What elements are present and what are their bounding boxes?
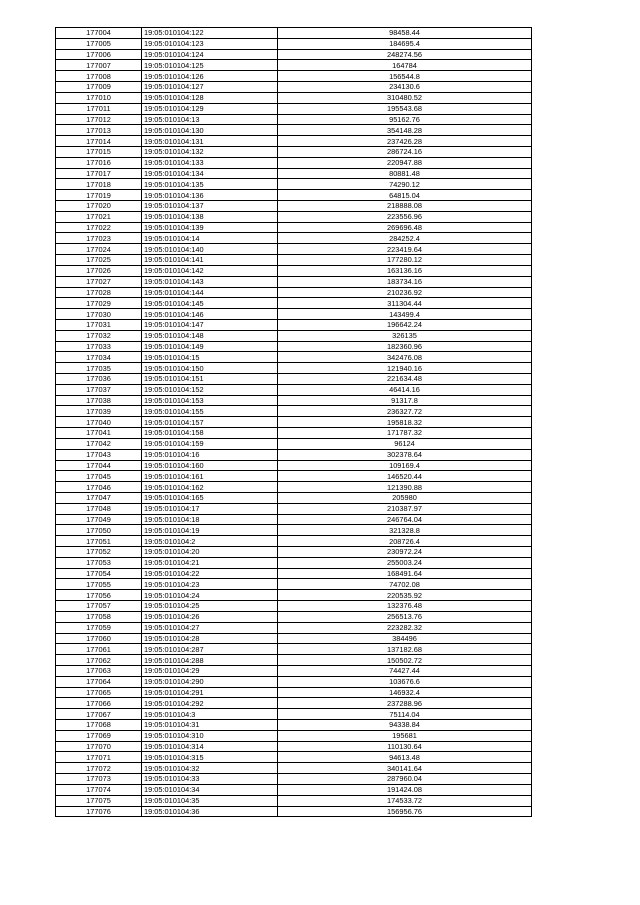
value-cell: 184695.4 — [278, 38, 532, 49]
value-cell: 75114.04 — [278, 709, 532, 720]
row-id-cell: 177055 — [56, 579, 142, 590]
row-id-cell: 177022 — [56, 222, 142, 233]
value-cell: 230972.24 — [278, 547, 532, 558]
cadastral-number-cell: 19:05:010104:138 — [142, 211, 278, 222]
table-row — [56, 460, 532, 471]
row-id-cell: 177075 — [56, 795, 142, 806]
value-cell: 342476.08 — [278, 352, 532, 363]
value-cell: 234130.6 — [278, 82, 532, 93]
value-cell: 195818.32 — [278, 417, 532, 428]
table-row — [56, 309, 532, 320]
cadastral-number-cell: 19:05:010104:141 — [142, 255, 278, 266]
value-cell: 196642.24 — [278, 319, 532, 330]
row-id-cell: 177021 — [56, 211, 142, 222]
table-row — [56, 547, 532, 558]
value-cell: 223282.32 — [278, 622, 532, 633]
value-cell: 96124 — [278, 438, 532, 449]
table-row — [56, 49, 532, 60]
value-cell: 218888.08 — [278, 201, 532, 212]
table-row — [56, 136, 532, 147]
value-cell: 150502.72 — [278, 655, 532, 666]
table-row — [56, 514, 532, 525]
value-cell: 156544.8 — [278, 71, 532, 82]
table-row — [56, 492, 532, 503]
row-id-cell: 177014 — [56, 136, 142, 147]
table-row — [56, 633, 532, 644]
table-row — [56, 255, 532, 266]
value-cell: 177280.12 — [278, 255, 532, 266]
table-row — [56, 330, 532, 341]
row-id-cell: 177063 — [56, 665, 142, 676]
row-id-cell: 177015 — [56, 146, 142, 157]
row-id-cell: 177028 — [56, 287, 142, 298]
table-row — [56, 774, 532, 785]
row-id-cell: 177061 — [56, 644, 142, 655]
row-id-cell: 177067 — [56, 709, 142, 720]
row-id-cell: 177039 — [56, 406, 142, 417]
row-id-cell: 177070 — [56, 741, 142, 752]
row-id-cell: 177042 — [56, 438, 142, 449]
cadastral-number-cell: 19:05:010104:20 — [142, 547, 278, 558]
value-cell: 340141.64 — [278, 763, 532, 774]
value-cell: 223556.96 — [278, 211, 532, 222]
row-id-cell: 177029 — [56, 298, 142, 309]
cadastral-number-cell: 19:05:010104:16 — [142, 449, 278, 460]
cadastral-number-cell: 19:05:010104:26 — [142, 611, 278, 622]
value-cell: 284252.4 — [278, 233, 532, 244]
row-id-cell: 177041 — [56, 428, 142, 439]
cadastral-number-cell: 19:05:010104:125 — [142, 60, 278, 71]
cadastral-number-cell: 19:05:010104:147 — [142, 319, 278, 330]
value-cell: 255003.24 — [278, 557, 532, 568]
table-row — [56, 319, 532, 330]
cadastral-number-cell: 19:05:010104:131 — [142, 136, 278, 147]
table-row — [56, 503, 532, 514]
value-cell: 223419.64 — [278, 244, 532, 255]
row-id-cell: 177057 — [56, 601, 142, 612]
cadastral-number-cell: 19:05:010104:142 — [142, 265, 278, 276]
value-cell: 74427.44 — [278, 665, 532, 676]
row-id-cell: 177054 — [56, 568, 142, 579]
row-id-cell: 177018 — [56, 179, 142, 190]
row-id-cell: 177069 — [56, 730, 142, 741]
value-cell: 110130.64 — [278, 741, 532, 752]
value-cell: 287960.04 — [278, 774, 532, 785]
table-row — [56, 363, 532, 374]
table-row — [56, 28, 532, 39]
value-cell: 146520.44 — [278, 471, 532, 482]
value-cell: 246764.04 — [278, 514, 532, 525]
cadastral-number-cell: 19:05:010104:140 — [142, 244, 278, 255]
cadastral-number-cell: 19:05:010104:35 — [142, 795, 278, 806]
table-row — [56, 579, 532, 590]
table-row — [56, 222, 532, 233]
row-id-cell: 177053 — [56, 557, 142, 568]
cadastral-number-cell: 19:05:010104:288 — [142, 655, 278, 666]
table-row — [56, 352, 532, 363]
row-id-cell: 177035 — [56, 363, 142, 374]
table-row — [56, 233, 532, 244]
table-row — [56, 384, 532, 395]
cadastral-number-cell: 19:05:010104:36 — [142, 806, 278, 817]
value-cell: 220947.88 — [278, 157, 532, 168]
row-id-cell: 177017 — [56, 168, 142, 179]
row-id-cell: 177009 — [56, 82, 142, 93]
table-row — [56, 601, 532, 612]
value-cell: 121390.88 — [278, 482, 532, 493]
row-id-cell: 177050 — [56, 525, 142, 536]
table-row — [56, 114, 532, 125]
cadastral-number-cell: 19:05:010104:144 — [142, 287, 278, 298]
row-id-cell: 177012 — [56, 114, 142, 125]
table-row — [56, 741, 532, 752]
cadastral-number-cell: 19:05:010104:28 — [142, 633, 278, 644]
table-row — [56, 676, 532, 687]
value-cell: 195681 — [278, 730, 532, 741]
table-body — [56, 28, 532, 817]
row-id-cell: 177040 — [56, 417, 142, 428]
row-id-cell: 177006 — [56, 49, 142, 60]
cadastral-number-cell: 19:05:010104:150 — [142, 363, 278, 374]
row-id-cell: 177076 — [56, 806, 142, 817]
row-id-cell: 177060 — [56, 633, 142, 644]
value-cell: 237288.96 — [278, 698, 532, 709]
row-id-cell: 177037 — [56, 384, 142, 395]
table-row — [56, 784, 532, 795]
value-cell: 174533.72 — [278, 795, 532, 806]
row-id-cell: 177030 — [56, 309, 142, 320]
cadastral-number-cell: 19:05:010104:135 — [142, 179, 278, 190]
value-cell: 95162.76 — [278, 114, 532, 125]
row-id-cell: 177024 — [56, 244, 142, 255]
table-row — [56, 244, 532, 255]
row-id-cell: 177046 — [56, 482, 142, 493]
table-row — [56, 265, 532, 276]
cadastral-number-cell: 19:05:010104:25 — [142, 601, 278, 612]
table-row — [56, 644, 532, 655]
cadastral-number-cell: 19:05:010104:145 — [142, 298, 278, 309]
row-id-cell: 177038 — [56, 395, 142, 406]
table-row — [56, 417, 532, 428]
table-row — [56, 752, 532, 763]
row-id-cell: 177026 — [56, 265, 142, 276]
row-id-cell: 177043 — [56, 449, 142, 460]
row-id-cell: 177020 — [56, 201, 142, 212]
cadastral-number-cell: 19:05:010104:315 — [142, 752, 278, 763]
value-cell: 210387.97 — [278, 503, 532, 514]
value-cell: 256513.76 — [278, 611, 532, 622]
value-cell: 191424.08 — [278, 784, 532, 795]
table-row — [56, 698, 532, 709]
row-id-cell: 177051 — [56, 536, 142, 547]
row-id-cell: 177059 — [56, 622, 142, 633]
value-cell: 269696.48 — [278, 222, 532, 233]
value-cell: 156956.76 — [278, 806, 532, 817]
cadastral-number-cell: 19:05:010104:24 — [142, 590, 278, 601]
value-cell: 143499.4 — [278, 309, 532, 320]
table-row — [56, 806, 532, 817]
cadastral-number-cell: 19:05:010104:124 — [142, 49, 278, 60]
cadastral-number-cell: 19:05:010104:152 — [142, 384, 278, 395]
row-id-cell: 177072 — [56, 763, 142, 774]
cadastral-number-cell: 19:05:010104:136 — [142, 190, 278, 201]
table-row — [56, 82, 532, 93]
cadastral-number-cell: 19:05:010104:162 — [142, 482, 278, 493]
value-cell: 384496 — [278, 633, 532, 644]
row-id-cell: 177047 — [56, 492, 142, 503]
value-cell: 132376.48 — [278, 601, 532, 612]
data-table — [55, 27, 532, 817]
value-cell: 103676.6 — [278, 676, 532, 687]
row-id-cell: 177032 — [56, 330, 142, 341]
cadastral-number-cell: 19:05:010104:129 — [142, 103, 278, 114]
cadastral-number-cell: 19:05:010104:155 — [142, 406, 278, 417]
cadastral-number-cell: 19:05:010104:126 — [142, 71, 278, 82]
table-row — [56, 438, 532, 449]
cadastral-number-cell: 19:05:010104:22 — [142, 568, 278, 579]
table-row — [56, 406, 532, 417]
row-id-cell: 177034 — [56, 352, 142, 363]
cadastral-number-cell: 19:05:010104:31 — [142, 720, 278, 731]
value-cell: 236327.72 — [278, 406, 532, 417]
cadastral-number-cell: 19:05:010104:137 — [142, 201, 278, 212]
row-id-cell: 177023 — [56, 233, 142, 244]
cadastral-number-cell: 19:05:010104:127 — [142, 82, 278, 93]
row-id-cell: 177068 — [56, 720, 142, 731]
value-cell: 302378.64 — [278, 449, 532, 460]
cadastral-number-cell: 19:05:010104:161 — [142, 471, 278, 482]
table-row — [56, 179, 532, 190]
row-id-cell: 177033 — [56, 341, 142, 352]
value-cell: 168491.64 — [278, 568, 532, 579]
value-cell: 354148.28 — [278, 125, 532, 136]
row-id-cell: 177074 — [56, 784, 142, 795]
row-id-cell: 177065 — [56, 687, 142, 698]
value-cell: 91317.8 — [278, 395, 532, 406]
table-row — [56, 103, 532, 114]
cadastral-number-cell: 19:05:010104:2 — [142, 536, 278, 547]
table-row — [56, 482, 532, 493]
cadastral-number-cell: 19:05:010104:290 — [142, 676, 278, 687]
value-cell: 74702.08 — [278, 579, 532, 590]
row-id-cell: 177027 — [56, 276, 142, 287]
value-cell: 210236.92 — [278, 287, 532, 298]
table-row — [56, 720, 532, 731]
value-cell: 310480.52 — [278, 92, 532, 103]
cadastral-number-cell: 19:05:010104:32 — [142, 763, 278, 774]
row-id-cell: 177031 — [56, 319, 142, 330]
row-id-cell: 177064 — [56, 676, 142, 687]
table-row — [56, 471, 532, 482]
cadastral-number-cell: 19:05:010104:14 — [142, 233, 278, 244]
cadastral-number-cell: 19:05:010104:148 — [142, 330, 278, 341]
table-row — [56, 92, 532, 103]
value-cell: 321328.8 — [278, 525, 532, 536]
table-row — [56, 201, 532, 212]
row-id-cell: 177048 — [56, 503, 142, 514]
cadastral-number-cell: 19:05:010104:19 — [142, 525, 278, 536]
row-id-cell: 177011 — [56, 103, 142, 114]
value-cell: 220535.92 — [278, 590, 532, 601]
table-row — [56, 709, 532, 720]
cadastral-number-cell: 19:05:010104:128 — [142, 92, 278, 103]
table-row — [56, 190, 532, 201]
cadastral-number-cell: 19:05:010104:143 — [142, 276, 278, 287]
cadastral-number-cell: 19:05:010104:291 — [142, 687, 278, 698]
cadastral-number-cell: 19:05:010104:130 — [142, 125, 278, 136]
value-cell: 311304.44 — [278, 298, 532, 309]
cadastral-number-cell: 19:05:010104:134 — [142, 168, 278, 179]
row-id-cell: 177008 — [56, 71, 142, 82]
value-cell: 98458.44 — [278, 28, 532, 39]
value-cell: 248274.56 — [278, 49, 532, 60]
row-id-cell: 177056 — [56, 590, 142, 601]
value-cell: 74290.12 — [278, 179, 532, 190]
table-row — [56, 60, 532, 71]
value-cell: 64815.04 — [278, 190, 532, 201]
cadastral-number-cell: 19:05:010104:29 — [142, 665, 278, 676]
table-row — [56, 428, 532, 439]
value-cell: 94338.84 — [278, 720, 532, 731]
cadastral-number-cell: 19:05:010104:122 — [142, 28, 278, 39]
table-row — [56, 146, 532, 157]
value-cell: 208726.4 — [278, 536, 532, 547]
row-id-cell: 177016 — [56, 157, 142, 168]
row-id-cell: 177004 — [56, 28, 142, 39]
cadastral-number-cell: 19:05:010104:34 — [142, 784, 278, 795]
table-row — [56, 168, 532, 179]
cadastral-number-cell: 19:05:010104:27 — [142, 622, 278, 633]
cadastral-number-cell: 19:05:010104:23 — [142, 579, 278, 590]
table-row — [56, 730, 532, 741]
table-row — [56, 763, 532, 774]
table-row — [56, 276, 532, 287]
table-row — [56, 795, 532, 806]
cadastral-number-cell: 19:05:010104:151 — [142, 374, 278, 385]
row-id-cell: 177007 — [56, 60, 142, 71]
cadastral-number-cell: 19:05:010104:15 — [142, 352, 278, 363]
row-id-cell: 177013 — [56, 125, 142, 136]
cadastral-number-cell: 19:05:010104:292 — [142, 698, 278, 709]
table-row — [56, 590, 532, 601]
row-id-cell: 177010 — [56, 92, 142, 103]
value-cell: 137182.68 — [278, 644, 532, 655]
cadastral-number-cell: 19:05:010104:132 — [142, 146, 278, 157]
cadastral-number-cell: 19:05:010104:133 — [142, 157, 278, 168]
table-row — [56, 568, 532, 579]
table-row — [56, 125, 532, 136]
table-row — [56, 374, 532, 385]
row-id-cell: 177044 — [56, 460, 142, 471]
row-id-cell: 177071 — [56, 752, 142, 763]
table-row — [56, 341, 532, 352]
value-cell: 182360.96 — [278, 341, 532, 352]
row-id-cell: 177005 — [56, 38, 142, 49]
row-id-cell: 177062 — [56, 655, 142, 666]
row-id-cell: 177066 — [56, 698, 142, 709]
cadastral-number-cell: 19:05:010104:13 — [142, 114, 278, 125]
cadastral-number-cell: 19:05:010104:146 — [142, 309, 278, 320]
value-cell: 109169.4 — [278, 460, 532, 471]
value-cell: 221634.48 — [278, 374, 532, 385]
cadastral-number-cell: 19:05:010104:157 — [142, 417, 278, 428]
row-id-cell: 177025 — [56, 255, 142, 266]
table-row — [56, 536, 532, 547]
value-cell: 80881.48 — [278, 168, 532, 179]
table-row — [56, 687, 532, 698]
cadastral-number-cell: 19:05:010104:21 — [142, 557, 278, 568]
cadastral-number-cell: 19:05:010104:165 — [142, 492, 278, 503]
table-row — [56, 287, 532, 298]
table-row — [56, 557, 532, 568]
cadastral-number-cell: 19:05:010104:310 — [142, 730, 278, 741]
value-cell: 205980 — [278, 492, 532, 503]
table-row — [56, 525, 532, 536]
table-row — [56, 157, 532, 168]
cadastral-number-cell: 19:05:010104:3 — [142, 709, 278, 720]
value-cell: 183734.16 — [278, 276, 532, 287]
cadastral-number-cell: 19:05:010104:139 — [142, 222, 278, 233]
cadastral-number-cell: 19:05:010104:287 — [142, 644, 278, 655]
value-cell: 195543.68 — [278, 103, 532, 114]
row-id-cell: 177058 — [56, 611, 142, 622]
cadastral-number-cell: 19:05:010104:18 — [142, 514, 278, 525]
table-row — [56, 622, 532, 633]
value-cell: 146932.4 — [278, 687, 532, 698]
cadastral-number-cell: 19:05:010104:159 — [142, 438, 278, 449]
row-id-cell: 177036 — [56, 374, 142, 385]
value-cell: 326135 — [278, 330, 532, 341]
cadastral-number-cell: 19:05:010104:149 — [142, 341, 278, 352]
value-cell: 94613.48 — [278, 752, 532, 763]
cadastral-number-cell: 19:05:010104:314 — [142, 741, 278, 752]
cadastral-number-cell: 19:05:010104:160 — [142, 460, 278, 471]
table-row — [56, 665, 532, 676]
value-cell: 46414.16 — [278, 384, 532, 395]
table-row — [56, 449, 532, 460]
table-row — [56, 298, 532, 309]
value-cell: 121940.16 — [278, 363, 532, 374]
row-id-cell: 177045 — [56, 471, 142, 482]
row-id-cell: 177052 — [56, 547, 142, 558]
value-cell: 163136.16 — [278, 265, 532, 276]
table-row — [56, 211, 532, 222]
row-id-cell: 177019 — [56, 190, 142, 201]
cadastral-number-cell: 19:05:010104:153 — [142, 395, 278, 406]
cadastral-number-cell: 19:05:010104:158 — [142, 428, 278, 439]
table-row — [56, 38, 532, 49]
cadastral-number-cell: 19:05:010104:33 — [142, 774, 278, 785]
row-id-cell: 177073 — [56, 774, 142, 785]
cadastral-number-cell: 19:05:010104:123 — [142, 38, 278, 49]
table-row — [56, 71, 532, 82]
table-row — [56, 655, 532, 666]
value-cell: 286724.16 — [278, 146, 532, 157]
row-id-cell: 177049 — [56, 514, 142, 525]
cadastral-number-cell: 19:05:010104:17 — [142, 503, 278, 514]
table-row — [56, 395, 532, 406]
value-cell: 237426.28 — [278, 136, 532, 147]
value-cell: 164784 — [278, 60, 532, 71]
table-row — [56, 611, 532, 622]
value-cell: 171787.32 — [278, 428, 532, 439]
